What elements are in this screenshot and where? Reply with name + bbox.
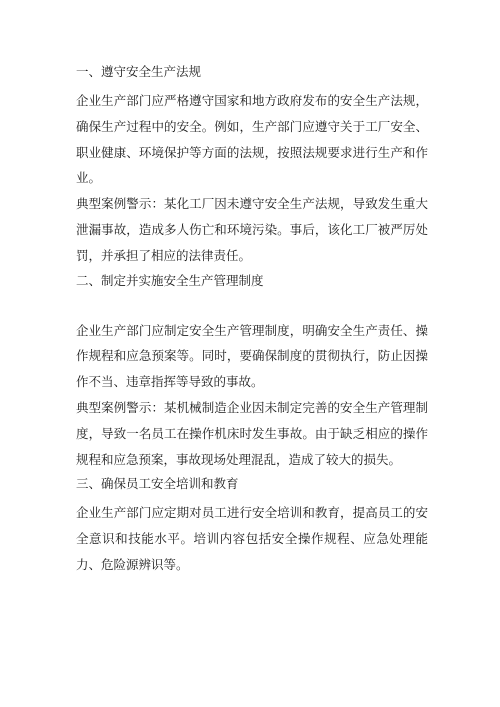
section-2-heading: 二、制定并实施安全生产管理制度 bbox=[76, 272, 264, 288]
section-3-heading: 三、确保员工安全培训和教育 bbox=[76, 476, 239, 492]
section-1-heading: 一、遵守安全生产法规 bbox=[76, 64, 202, 79]
section-2-case-warning: 典型案例警示：某机械制造企业因未制定完善的安全生产管理制度，导致一名员工在操作机床时发生事故。由于缺乏相应的操作规程和应急预案，事故现场处理混乱，造成了较大的损失。 bbox=[76, 399, 428, 467]
section-2-body: 企业生产部门应制定安全生产管理制度，明确安全生产责任、操作规程和应急预案等。同时，要确保制度的贯彻执行，防止因操作不当、违章指挥等导致的事故。 bbox=[76, 322, 428, 390]
section-3-body: 企业生产部门应定期对员工进行安全培训和教育，提高员工的安全意识和技能水平。培训内容包括安全操作规程、应急处理能力、危险源辨识等。 bbox=[76, 505, 428, 572]
section-1-case-warning: 典型案例警示：某化工厂因未遵守安全生产法规，导致发生重大泄漏事故，造成多人伤亡和环境污染。事后，该化工厂被严厉处罚，并承担了相应的法律责任。 bbox=[76, 196, 428, 263]
section-1-body: 企业生产部门应严格遵守国家和地方政府发布的安全生产法规，确保生产过程中的安全。例如，生产部门应遵守关于工厂安全、职业健康、环境保护等方面的法规，按照法规要求进行生产和作业。 bbox=[76, 93, 428, 186]
document-page bbox=[76, 62, 428, 578]
